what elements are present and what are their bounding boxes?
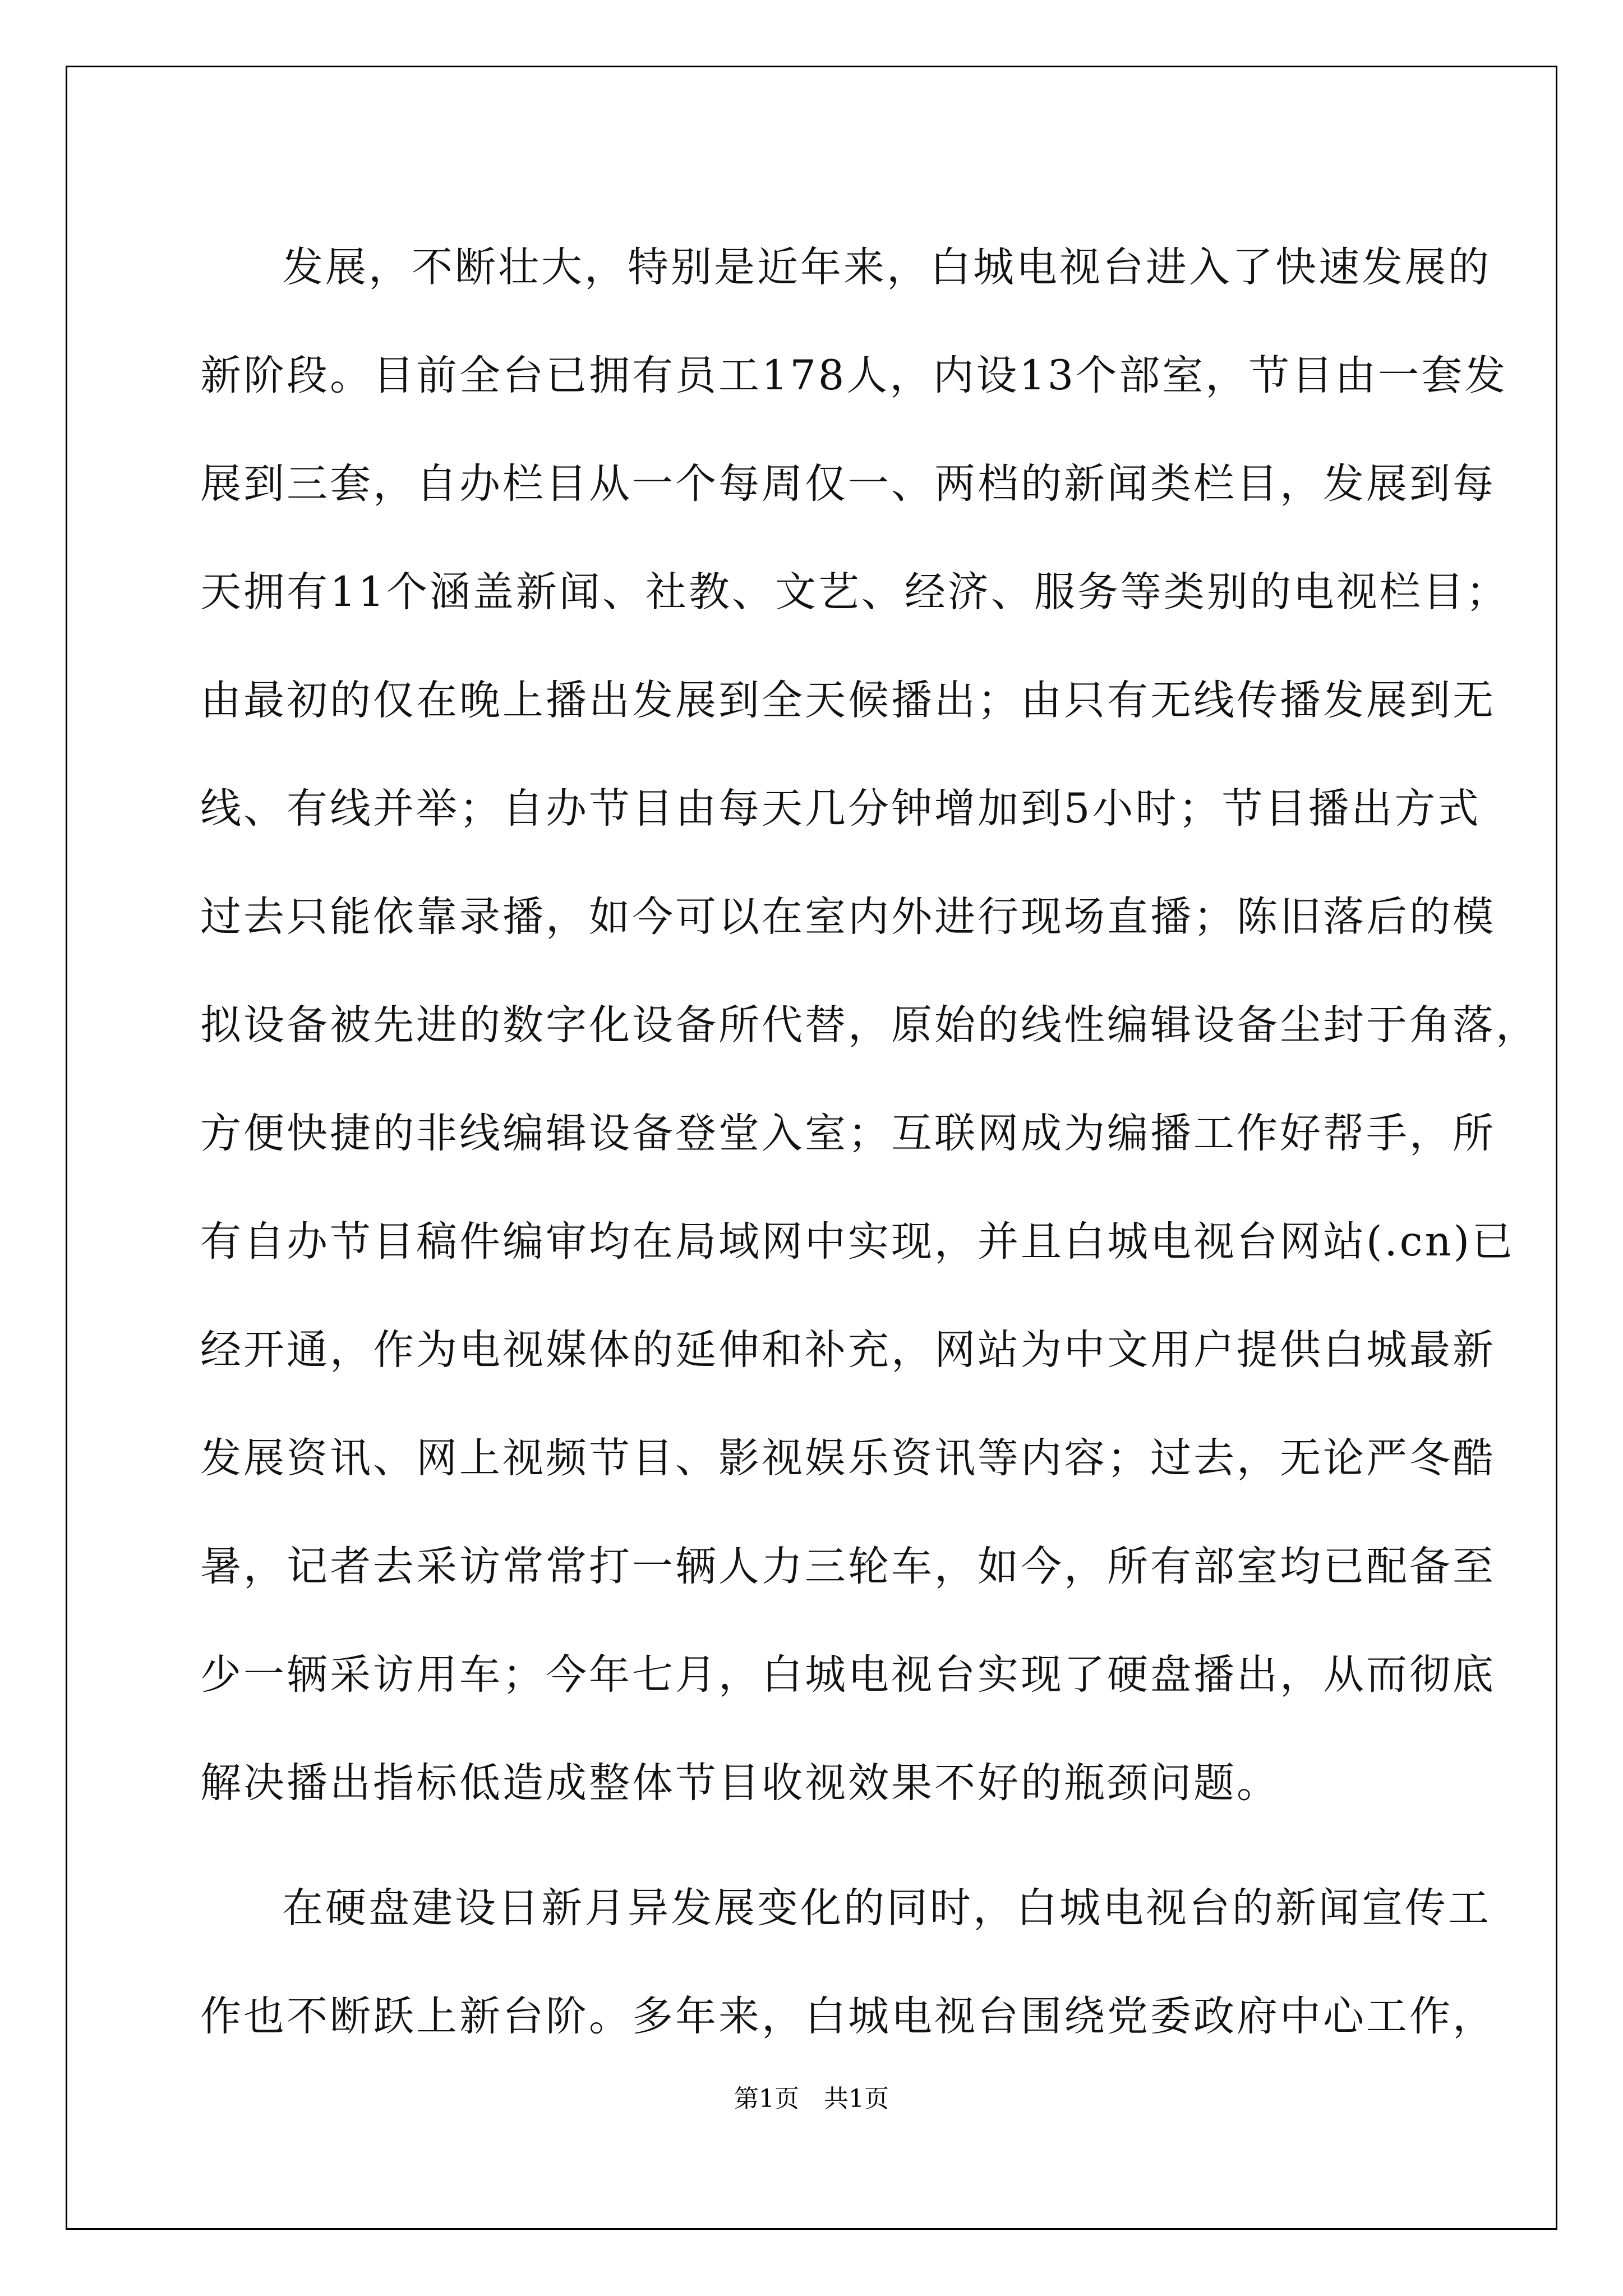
text-line: 展到三套，自办栏目从一个每周仅一、两档的新闻类栏目，发展到每: [200, 460, 1496, 508]
document-body: [200, 213, 1539, 2070]
paragraph-2: [200, 1854, 1496, 2070]
text-line: 作也不断跃上新台阶。多年来，白城电视台围绕党委政府中心工作，: [200, 1993, 1496, 2040]
page-footer: [0, 2082, 1623, 2116]
text-line: 少一辆采访用车；今年七月，白城电视台实现了硬盘播出，从而彻底: [200, 1651, 1496, 1699]
text-line: 新阶段。目前全台已拥有员工178人，内设13个部室，节目由一套发: [200, 352, 1508, 399]
text-line: 方便快捷的非线编辑设备登堂入室；互联网成为编播工作好帮手，所: [200, 1110, 1496, 1157]
paragraph-1: [200, 213, 1539, 1837]
text-line: 暑，记者去采访常常打一辆人力三轮车，如今，所有部室均已配备至: [200, 1543, 1496, 1590]
text-line: 过去只能依靠录播，如今可以在室内外进行现场直播；陈旧落后的模: [200, 893, 1496, 941]
text-line: 拟设备被先进的数字化设备所代替，原始的线性编辑设备尘封于角落，: [200, 1001, 1539, 1049]
paragraph-gap: [200, 1837, 1428, 1854]
text-line: 有自办节目稿件编审均在局域网中实现，并且白城电视台网站(.cn)已: [200, 1218, 1515, 1266]
text-line: 在硬盘建设日新月异发展变化的同时，白城电视台的新闻宣传工: [282, 1884, 1491, 1932]
text-line: 发展资讯、网上视频节目、影视娱乐资讯等内容；过去，无论严冬酷: [200, 1434, 1496, 1482]
page-number-total: 共1页: [824, 2085, 889, 2113]
text-line: 解决播出指标低造成整体节目收视效果不好的瓶颈问题。: [200, 1759, 1280, 1807]
text-line: 发展，不断壮大，特别是近年来，白城电视台进入了快速发展的: [282, 243, 1491, 291]
text-line: 经开通，作为电视媒体的延伸和补充，网站为中文用户提供白城最新: [200, 1326, 1496, 1374]
text-line: 由最初的仅在晚上播出发展到全天候播出；由只有无线传播发展到无: [200, 677, 1496, 724]
page-number-current: 第1页: [734, 2085, 799, 2113]
text-line: 天拥有11个涵盖新闻、社教、文艺、经济、服务等类别的电视栏目；: [200, 568, 1509, 616]
text-line: 线、有线并举；自办节目由每天几分钟增加到5小时；节目播出方式: [200, 785, 1481, 832]
